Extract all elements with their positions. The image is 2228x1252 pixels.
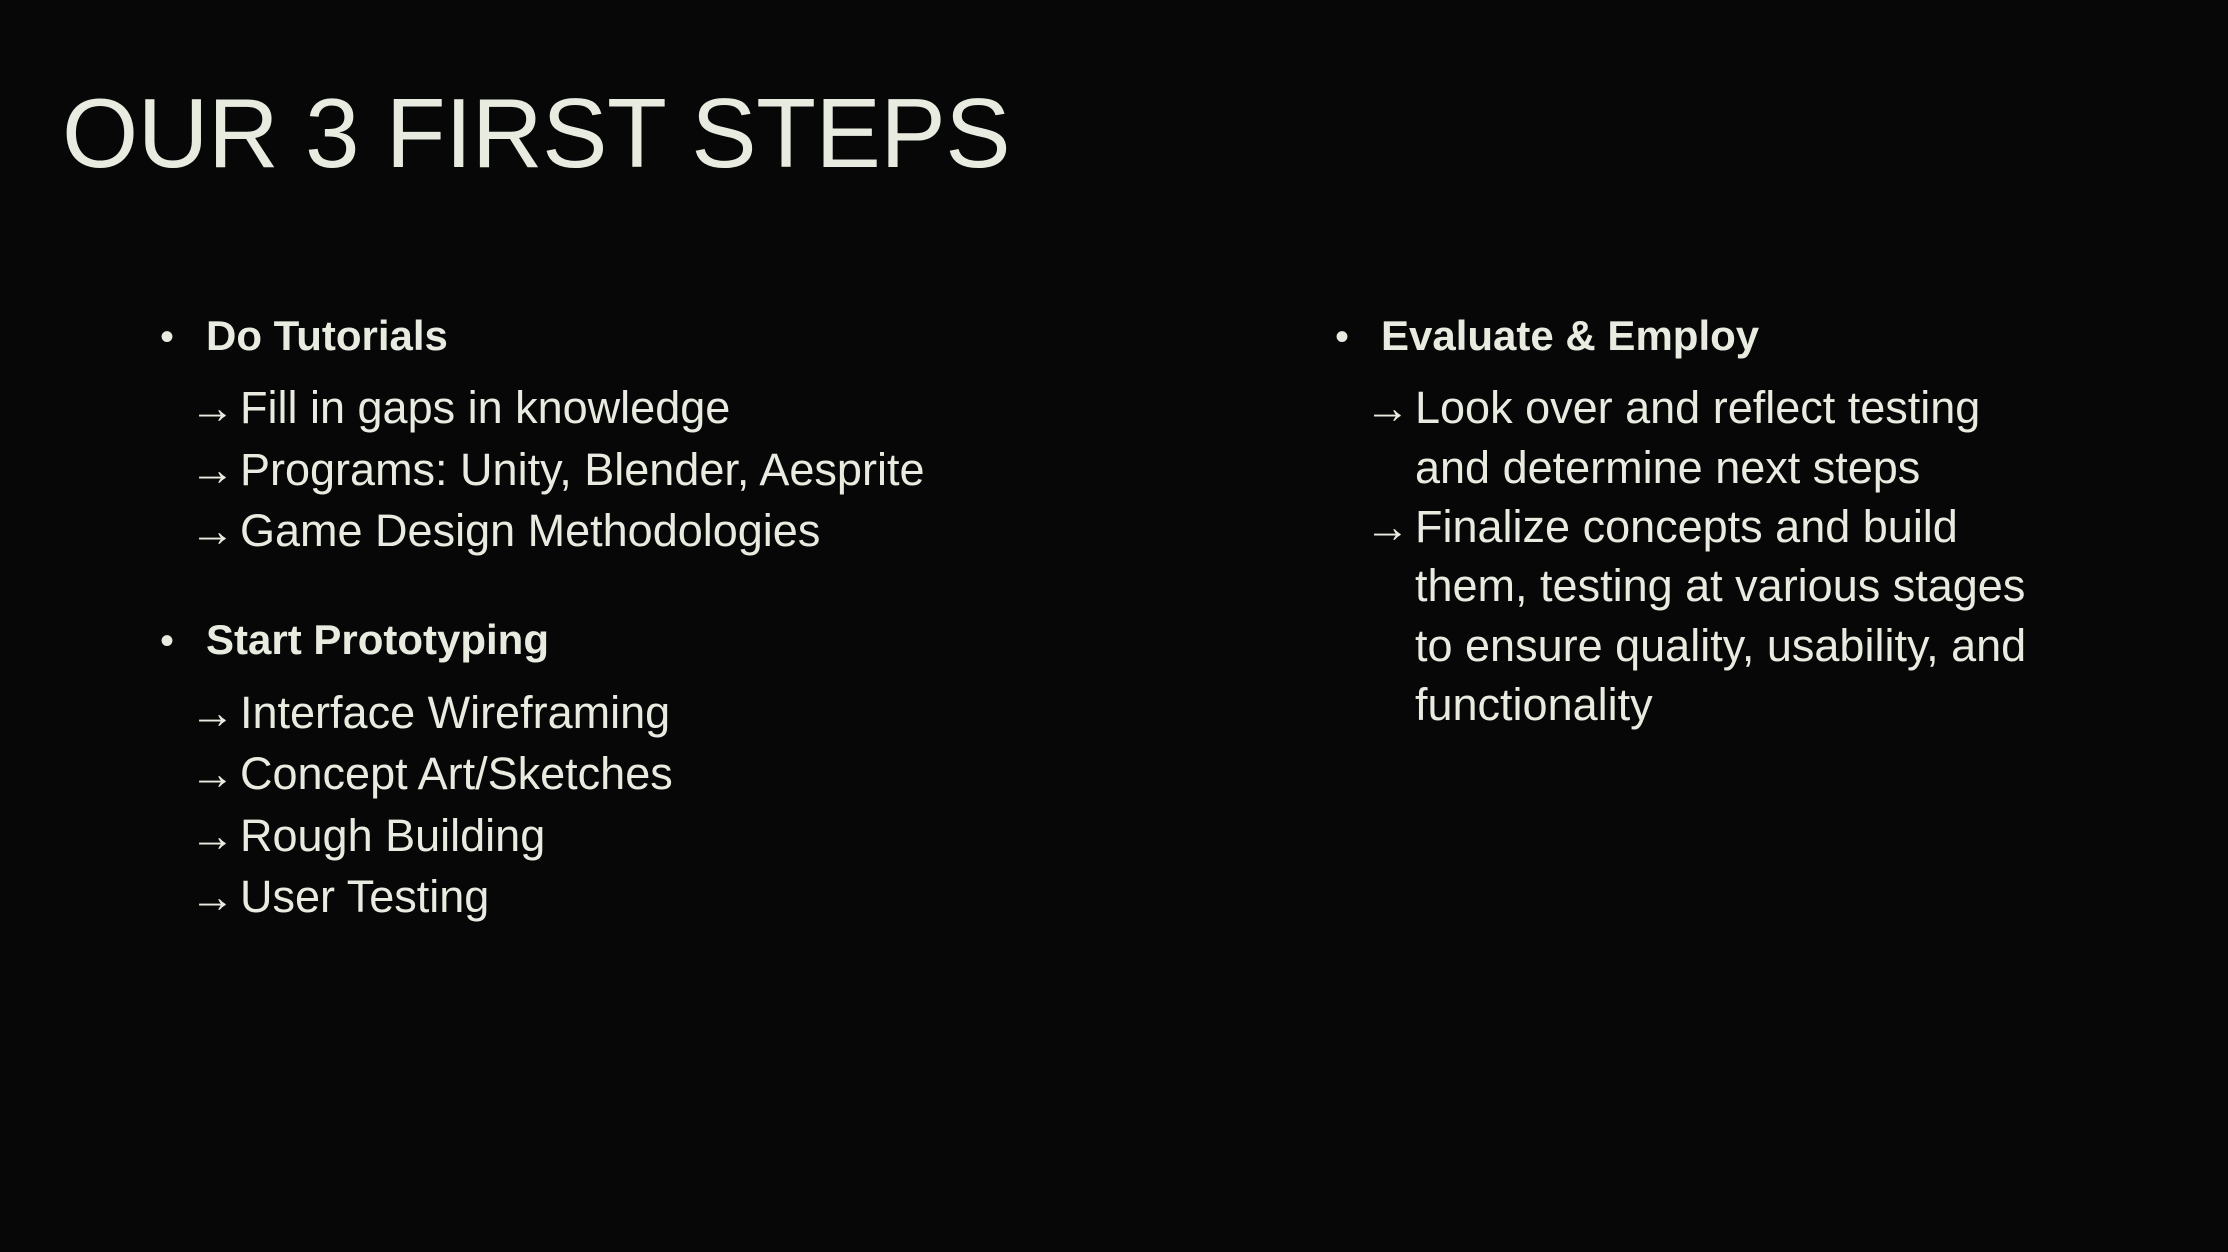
- list-item: [1365, 378, 2060, 497]
- group-heading-row: [160, 312, 1160, 360]
- arrow-right-icon: →: [1365, 382, 1410, 434]
- list-item: [190, 378, 1160, 437]
- bullet-dot-icon: •: [1335, 315, 1350, 359]
- sub-item-list: [160, 683, 1160, 927]
- arrow-right-icon: →: [190, 748, 235, 800]
- list-item: [190, 440, 1160, 499]
- list-item-label: Rough Building: [240, 809, 546, 861]
- left-column: [0, 312, 1160, 928]
- list-item-label: Finalize concepts and build them, testing at various stages to ensure quality, usability, and functionality: [1415, 501, 2027, 731]
- group-heading-label: Evaluate & Employ: [1381, 312, 1760, 359]
- group-heading-label: Do Tutorials: [206, 312, 448, 359]
- list-item: [190, 744, 1160, 803]
- list-item: [190, 806, 1160, 865]
- content-columns: [0, 312, 2228, 928]
- arrow-right-icon: →: [190, 505, 235, 557]
- bullet-group-evaluate-employ: [1335, 312, 2060, 735]
- arrow-right-icon: →: [190, 443, 235, 495]
- bullet-group-start-prototyping: [160, 616, 1160, 926]
- group-heading-row: [160, 616, 1160, 664]
- list-item-label: Look over and reflect testing and determine next steps: [1415, 382, 1981, 493]
- group-heading-row: [1335, 312, 2060, 360]
- list-item: [190, 683, 1160, 742]
- group-heading-label: Start Prototyping: [206, 616, 549, 664]
- arrow-right-icon: →: [190, 686, 235, 738]
- list-item-label: Fill in gaps in knowledge: [240, 382, 731, 434]
- bullet-dot-icon: •: [160, 619, 175, 664]
- list-item-label: User Testing: [240, 870, 490, 922]
- sub-item-list: [160, 378, 1160, 560]
- list-item: [190, 501, 1160, 560]
- list-item-label: Interface Wireframing: [240, 686, 671, 738]
- arrow-right-icon: →: [190, 809, 235, 861]
- arrow-right-icon: →: [190, 870, 235, 922]
- list-item: [190, 867, 1160, 926]
- list-item-label: Concept Art/Sketches: [240, 748, 673, 800]
- arrow-right-icon: →: [1365, 501, 1410, 553]
- list-item: [1365, 497, 2060, 735]
- page-title: OUR 3 FIRST STEPS: [62, 78, 1011, 188]
- arrow-right-icon: →: [190, 382, 235, 434]
- list-item-label: Game Design Methodologies: [240, 505, 821, 557]
- bullet-dot-icon: •: [160, 315, 175, 359]
- bullet-group-do-tutorials: [160, 312, 1160, 560]
- right-column: [1160, 312, 2060, 735]
- list-item-label: Programs: Unity, Blender, Aesprite: [240, 443, 925, 495]
- sub-item-list: [1335, 378, 2060, 734]
